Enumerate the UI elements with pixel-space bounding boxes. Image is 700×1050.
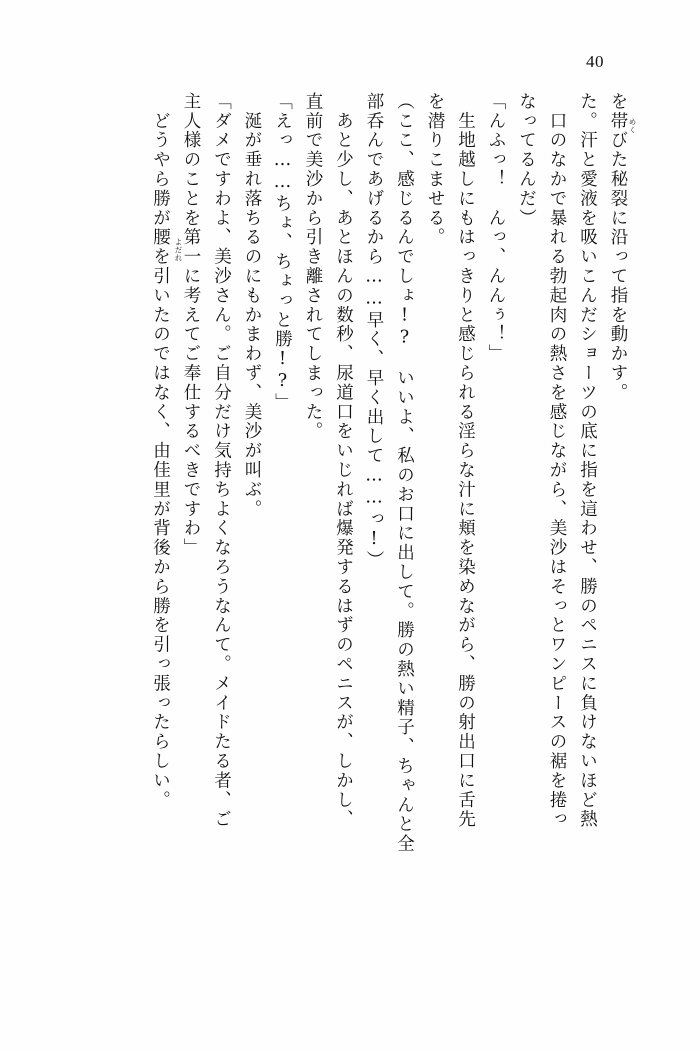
text-column: 口のなかで暴れる勃起肉の熱さを感じながら、美沙はそっとワンピースの裾を捲っ <box>547 92 567 830</box>
text-column: 「んふっ！ んっ、んんぅ！」 <box>486 92 506 364</box>
text-column: を潜りこませる。 <box>425 92 445 248</box>
text-column: なってるんだ） <box>516 92 537 228</box>
vertical-text-block <box>64 92 626 972</box>
text-column: を帯びた秘裂に沿って指を動かす。 <box>608 92 628 403</box>
text-column: （ここ、感じるんでしょ!? いいよ、私のお口に出して。勝の熱い精子、ちゃんと全 <box>394 92 415 854</box>
text-column: 生地越しにもはっきりと感じられる淫らな汁に頬を染めながら、勝の射出口に舌先 <box>455 92 476 830</box>
text-column: 主人様のことを第一に考えてご奉仕するべきですわ」 <box>181 92 201 558</box>
text-column: 「えっ……ちょ、ちょっと勝!?」 <box>272 92 293 413</box>
text-column: どうやら勝が腰を引いたのではなく、由佳里が背後から勝を引っ張ったらしい。 <box>150 92 171 810</box>
text-column: た。汗と愛液を吸いこんだショーツの底に指を這わせ、勝のペニスに負けないほど熱 <box>577 92 598 830</box>
text-column: 部呑んであげるから……早く、早く出して……っ!） <box>364 92 384 571</box>
ruby-annotation-yodare: よだれ <box>174 238 183 262</box>
text-column: 涎が垂れ落ちるのにもかまわず、美沙が叫ぶ。 <box>242 92 262 519</box>
text-column: 直前で美沙から引き離されてしまった。 <box>303 92 323 442</box>
ruby-annotation-meku: めく <box>628 118 637 134</box>
text-column: 「ダメですわよ、美沙さん。ご自分だけ気持ちよくなろうなんて。メイドたる者、ご <box>211 92 232 830</box>
page-number: 40 <box>586 52 604 71</box>
text-column: あと少し、あとほんの数秒、尿道口をいじれば爆発するはずのペニスが、しかし、 <box>333 92 354 830</box>
